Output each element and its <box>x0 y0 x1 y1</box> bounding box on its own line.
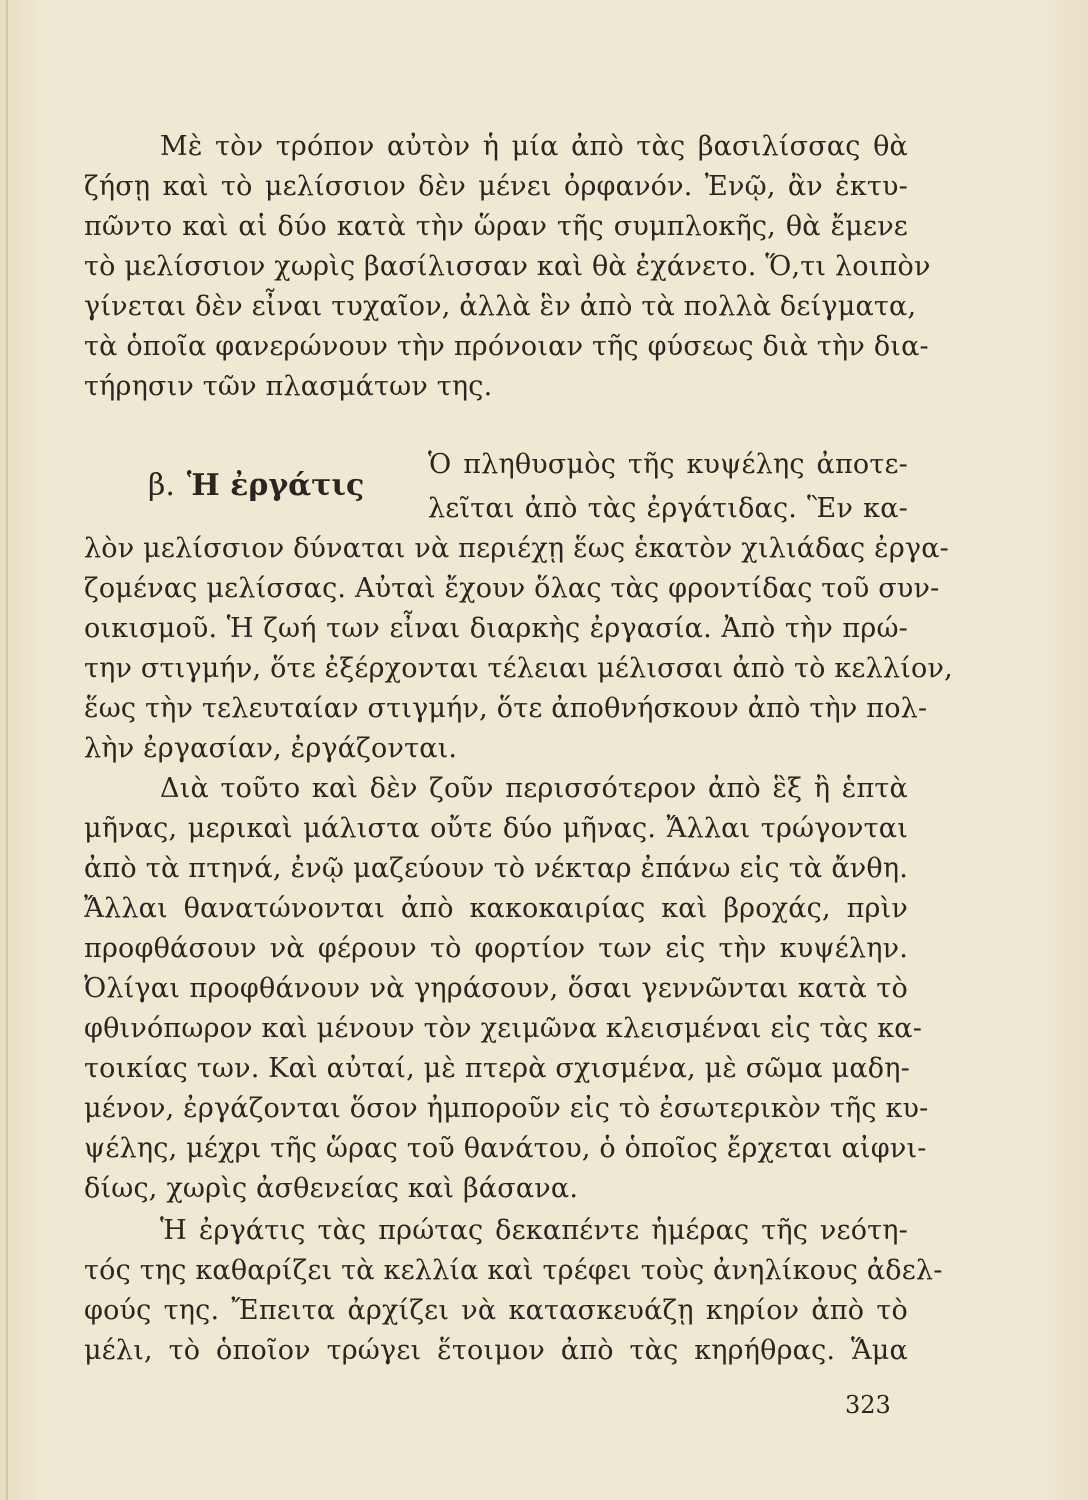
text-line: προφθάσουν νὰ φέρουν τὸ φορτίον των εἰς τὴν κυψέλην. <box>84 933 908 964</box>
page-number: 323 <box>845 1391 891 1419</box>
text-line: οικισμοῦ. Ἡ ζωή των εἶναι διαρκὴς ἐργασία. Ἀπὸ τὴν πρώ- <box>84 613 908 644</box>
text-line: Ἄλλαι θανατώνονται ἀπὸ κακοκαιρίας καὶ βροχάς, πρὶν <box>84 893 908 924</box>
text-line: τήρησιν τῶν πλασμάτων της. <box>84 371 493 402</box>
text-line: λεῖται ἀπὸ τὰς ἐργάτιδας. Ἓν κα- <box>428 493 908 524</box>
text-line: Ὁ πληθυσμὸς τῆς κυψέλης ἀποτε- <box>428 449 908 480</box>
text-line: τοικίας των. Καὶ αὐταί, μὲ πτερὰ σχισμένα, μὲ σῶμα μαδη- <box>84 1053 910 1084</box>
text-line: Μὲ τὸν τρόπον αὐτὸν ἡ μία ἀπὸ τὰς βασιλίσσας θὰ <box>160 131 908 162</box>
text-line: γίνεται δὲν εἶναι τυχαῖον, ἀλλὰ ἓν ἀπὸ τὰ πολλὰ δείγματα, <box>84 291 917 322</box>
text-line: τὸ μελίσσιον χωρὶς βασίλισσαν καὶ θὰ ἐχάνετο. Ὅ,τι λοιπὸν <box>84 251 931 282</box>
text-line: μέλι, τὸ ὁποῖον τρώγει ἕτοιμον ἀπὸ τὰς κηρήθρας. Ἅμα <box>84 1335 908 1366</box>
text-line: λὸν μελίσσιον δύναται νὰ περιέχῃ ἕως ἑκατὸν χιλιάδας ἐργα- <box>84 533 950 564</box>
text-line: Ἡ ἐργάτις τὰς πρώτας δεκαπέντε ἡμέρας τῆς νεότη- <box>160 1215 908 1246</box>
text-line: λὴν ἐργασίαν, ἐργάζονται. <box>84 733 458 764</box>
section-heading <box>148 466 364 506</box>
text-line: τός της καθαρίζει τὰ κελλία καὶ τρέφει τοὺς ἀνηλίκους ἀδελ- <box>84 1255 943 1286</box>
page-gutter <box>6 0 8 1500</box>
text-line: πῶντο καὶ αἱ δύο κατὰ τὴν ὥραν τῆς συμπλοκῆς, θὰ ἔμενε <box>84 211 908 242</box>
text-line: Διὰ τοῦτο καὶ δὲν ζοῦν περισσότερον ἀπὸ ἓξ ἢ ἑπτὰ <box>160 773 908 804</box>
text-line: ἕως τὴν τελευταίαν στιγμήν, ὅτε ἀποθνήσκουν ἀπὸ τὴν πολ- <box>84 693 928 724</box>
text-line: μένον, ἐργάζονται ὅσον ἠμποροῦν εἰς τὸ ἐσωτερικὸν τῆς κυ- <box>84 1093 929 1124</box>
text-line: φούς της. Ἔπειτα ἀρχίζει νὰ κατασκευάζῃ κηρίον ἀπὸ τὸ <box>84 1295 908 1326</box>
text-line: ζήσῃ καὶ τὸ μελίσσιον δὲν μένει ὀρφανόν. Ἐνῷ, ἂν ἐκτυ- <box>84 171 908 202</box>
text-line: δίως, χωρὶς ἀσθενείας καὶ βάσανα. <box>84 1173 579 1204</box>
text-line: ζομένας μελίσσας. Αὐταὶ ἔχουν ὅλας τὰς φροντίδας τοῦ συν- <box>84 573 940 604</box>
text-line: μῆνας, μερικαὶ μάλιστα οὔτε δύο μῆνας. Ἄλλαι τρώγονται <box>84 813 908 844</box>
text-line: την στιγμήν, ὅτε ἐξέρχονται τέλειαι μέλισσαι ἀπὸ τὸ κελλίον, <box>84 653 953 684</box>
text-line: ἀπὸ τὰ πτηνά, ἐνῷ μαζεύουν τὸ νέκταρ ἐπάνω εἰς τὰ ἄνθη. <box>84 853 908 884</box>
section-heading-prefix: β. <box>148 468 175 503</box>
text-line: τὰ ὁποῖα φανερώνουν τὴν πρόνοιαν τῆς φύσεως διὰ τὴν δια- <box>84 331 929 362</box>
text-line: ψέλης, μέχρι τῆς ὥρας τοῦ θανάτου, ὁ ὁποῖος ἔρχεται αἰφνι- <box>84 1133 927 1164</box>
text-line: Ὀλίγαι προφθάνουν νὰ γηράσουν, ὅσαι γεννῶνται κατὰ τὸ <box>84 973 908 1004</box>
text-line: φθινόπωρον καὶ μένουν τὸν χειμῶνα κλεισμέναι εἰς τὰς κα- <box>84 1013 923 1044</box>
section-heading-title: Ἡ ἐργάτις <box>186 468 365 503</box>
